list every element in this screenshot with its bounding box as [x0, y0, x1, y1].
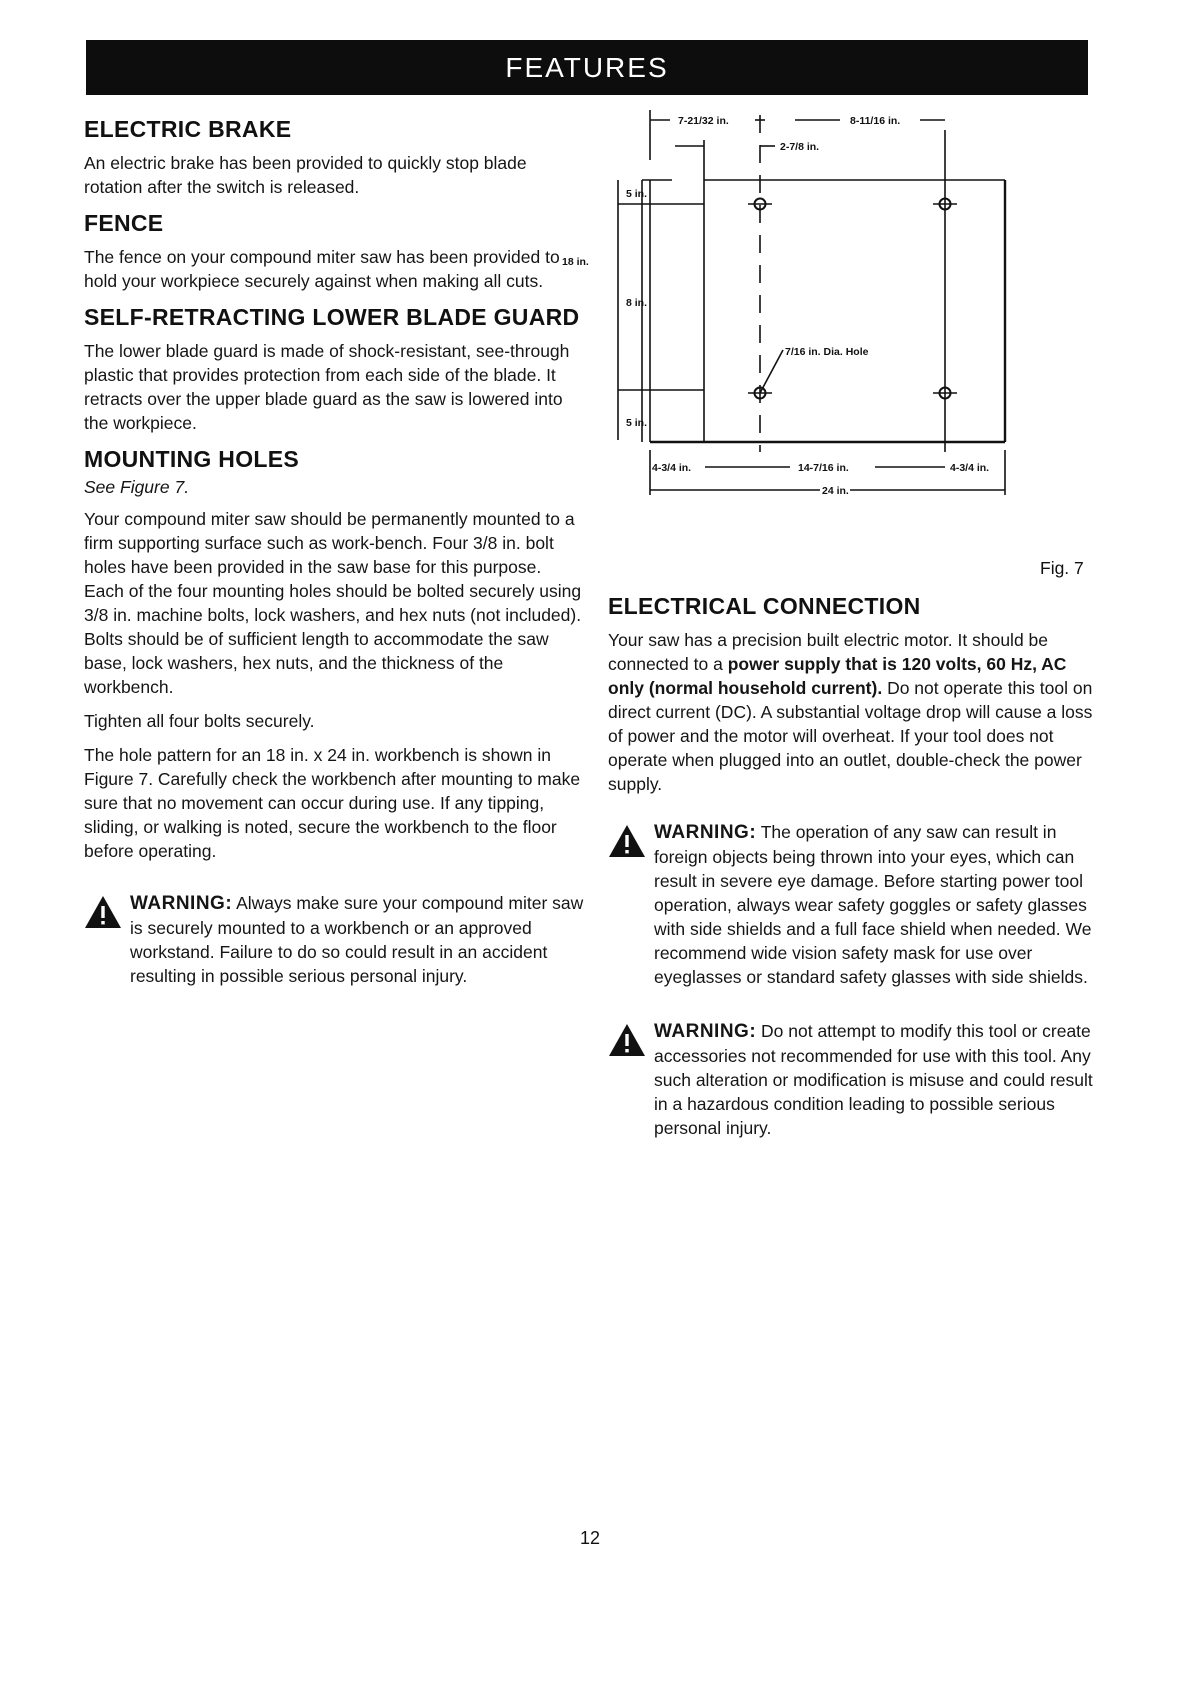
mounting-warning-text: [130, 891, 584, 988]
blade-guard-text: The lower blade guard is made of shock-resistant, see-through plastic that provides protection from each side of the blade. It retracts over the upper blade guard as the saw is lowered into the workpiece.: [84, 341, 570, 433]
mounting-paragraph-3: The hole pattern for an 18 in. x 24 in. workbench is shown in Figure 7. Carefully check the workbench after mounting to make sure that no movement can occur during use. If any tipping, sliding, or walking is noted, secure the workbench to the floor before operating.: [84, 745, 581, 861]
electrical-text-start: Your saw has a precision built electric motor. It should be connected to a: [608, 630, 1049, 674]
electric-brake-text: An electric brake has been provided to quickly stop blade rotation after the switch is released.: [84, 153, 527, 197]
mounting-paragraph-1: Your compound miter saw should be permanently mounted to a firm supporting surface such as work-bench. Four 3/8 in. bolt holes have been provided in the saw base for this purpose. Each of the four mounting holes should be bolted securely using 3/8 in. machine bolts, lock washers, and hex nuts (not included). Bolts should be of sufficient length to accommodate the saw base, lock washers, hex nuts, and the thickness of the workbench.: [84, 509, 582, 697]
page-title: FEATURES: [505, 51, 669, 83]
fence-text: The fence on your compound miter saw has been provided to hold your workpiece securely against when making all cuts.: [84, 247, 560, 291]
dim-bottom-mid: 14-7/16 in.: [798, 462, 849, 474]
warning-triangle-icon: [84, 895, 122, 929]
dim-left-mid: 8 in.: [626, 297, 648, 309]
dim-hole: 7/16 in. Dia. Hole: [785, 346, 869, 358]
dim-bottom-total: 24 in.: [822, 485, 849, 497]
warning-label: WARNING:: [654, 822, 757, 843]
electrical-text-end: Do not operate this tool on direct current (DC). A substantial voltage drop will cause a loss of power and the motor will overheat. If your tool does not operate when plugged into an outlet, double-check the power supply.: [608, 678, 1093, 794]
warning-body: Do not attempt to modify this tool or create accessories not recommended for use with this tool. Any such alteration or modification is misuse and could result in a hazardous condition leading to possible serious personal injury.: [654, 1021, 1093, 1138]
mounting-warning: [84, 891, 584, 988]
warning-triangle-icon: [608, 1023, 646, 1057]
dim-top-mid: 2-7/8 in.: [780, 141, 820, 153]
eye-warning-text: [654, 820, 1098, 989]
warning-label: WARNING:: [654, 1021, 757, 1042]
page-number: 12: [580, 1528, 601, 1548]
modify-warning-text: [654, 1019, 1098, 1140]
electrical-paragraph: [608, 628, 1098, 796]
dim-left-bottom: 5 in.: [626, 417, 648, 429]
warning-label: WARNING:: [130, 893, 233, 914]
mounting-holes-heading: MOUNTING HOLES: [84, 446, 300, 472]
warning-body: Always make sure your compound miter saw is securely mounted to a workbench or an approved workstand. Failure to do so could result in an accident resulting in possible serious personal injury.: [130, 893, 584, 986]
dim-bottom-right: 4-3/4 in.: [950, 462, 990, 474]
modify-warning: [608, 1019, 1098, 1140]
dim-top-left: 7-21/32 in.: [678, 115, 729, 127]
dim-bottom-left: 4-3/4 in.: [652, 462, 692, 474]
electrical-heading: ELECTRICAL CONNECTION: [608, 593, 921, 619]
mounting-hole-figure: [562, 110, 1100, 540]
dim-left-top: 5 in.: [626, 188, 648, 200]
fence-heading: FENCE: [84, 210, 164, 236]
power-supply-spec: power supply that is 120 volts, 60 Hz, AC only (normal household current).: [608, 654, 1067, 698]
warning-body: The operation of any saw can result in foreign objects being thrown into your eyes, which can result in severe eye damage. Before starting power tool operation, always wear safety goggles or safety glasses with side shields and a full face shield when needed. We recommend wide vision safety mask for use over eyeglasses or standard safety glasses with side shields.: [654, 822, 1092, 987]
dim-top-right: 8-11/16 in.: [850, 115, 901, 127]
features-banner: [86, 40, 1088, 95]
figure-caption: Fig. 7: [1040, 558, 1084, 578]
eye-safety-warning: [608, 820, 1098, 989]
mounting-paragraph-2: Tighten all four bolts securely.: [84, 711, 315, 731]
dim-left-total: 18 in.: [562, 256, 589, 268]
blade-guard-heading: SELF-RETRACTING LOWER BLADE GUARD: [84, 304, 580, 330]
warning-triangle-icon: [608, 824, 646, 858]
electric-brake-heading: ELECTRIC BRAKE: [84, 116, 292, 142]
right-column: [608, 592, 1098, 1140]
see-figure-ref: See Figure 7.: [84, 477, 190, 497]
left-column: [84, 115, 584, 988]
